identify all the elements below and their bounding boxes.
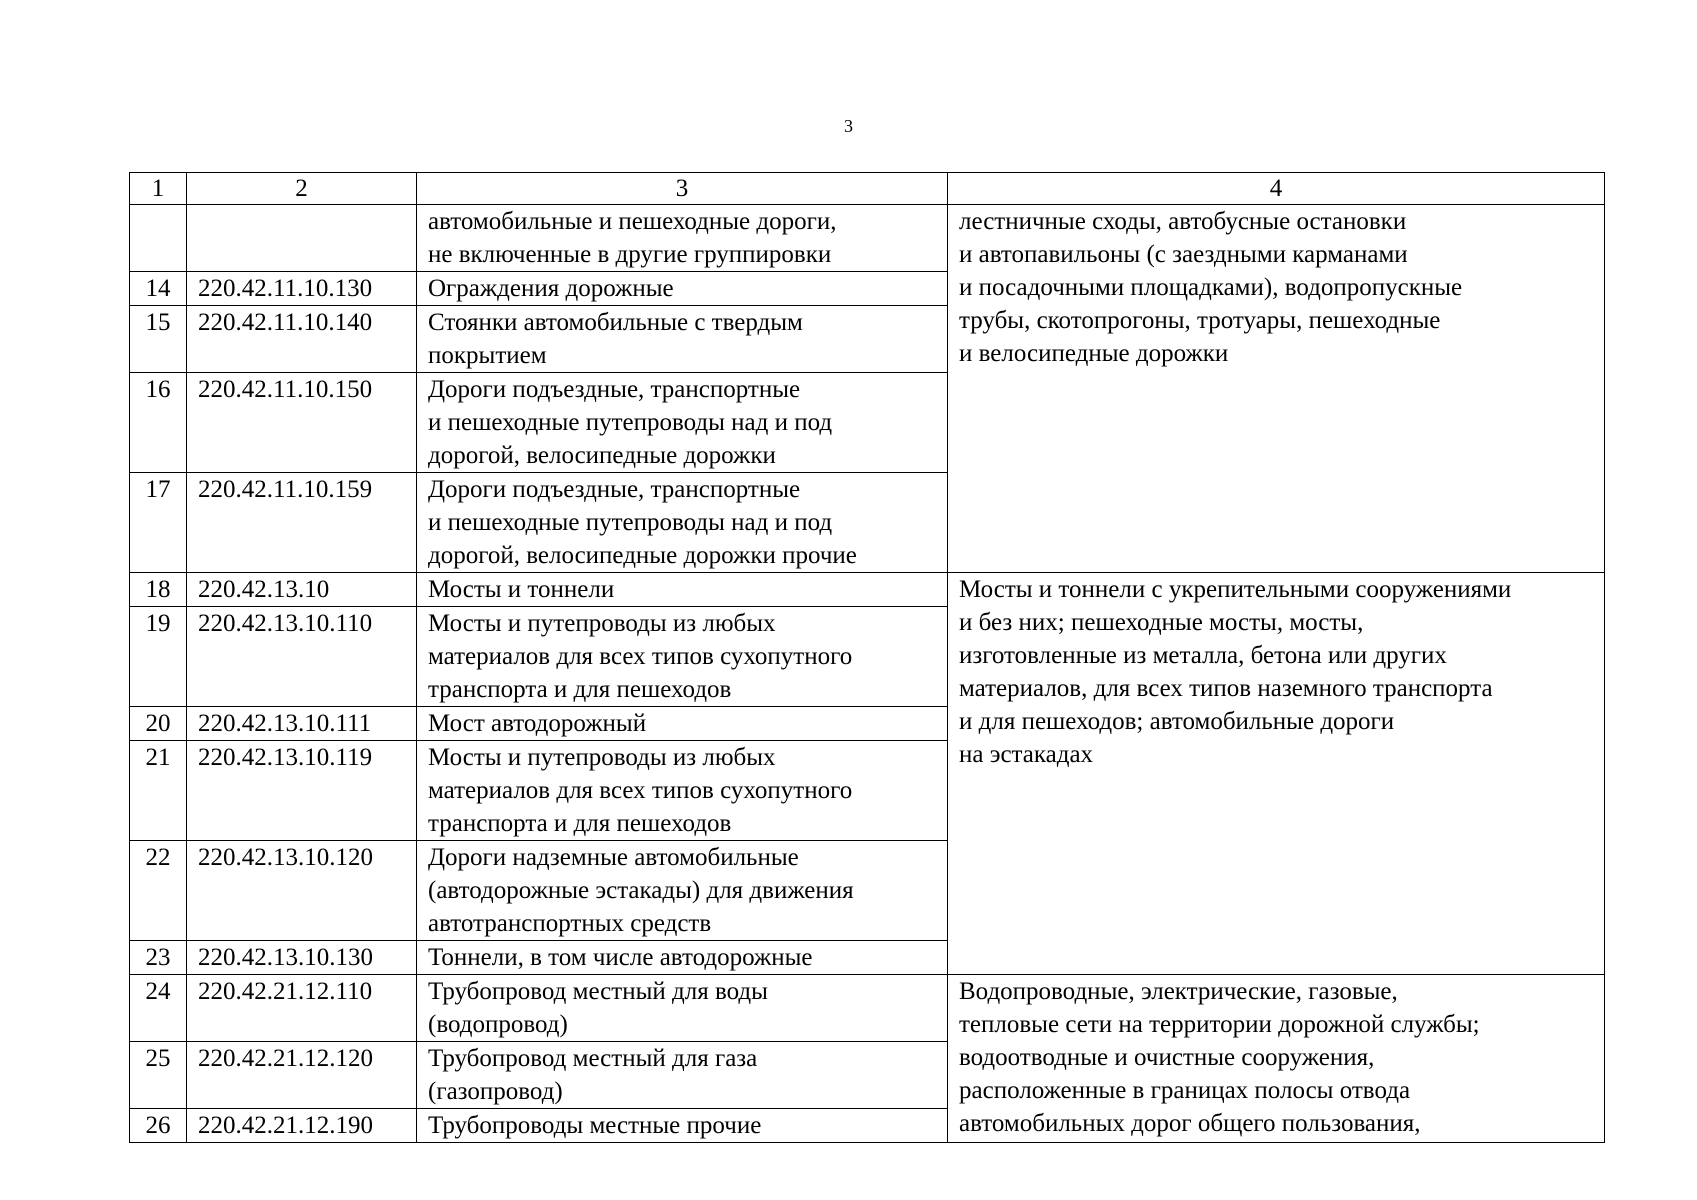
- row-name: [417, 941, 948, 975]
- row-number: 22: [130, 841, 187, 941]
- header-col-1: 1: [130, 173, 187, 205]
- row-code: 220.42.13.10.110: [187, 607, 417, 707]
- row-number: 25: [130, 1042, 187, 1109]
- row-name: [417, 1042, 948, 1109]
- classification-table: [129, 172, 1605, 1143]
- row-name-line: Трубопроводы местные прочие: [428, 1112, 762, 1139]
- row-code: 220.42.21.12.190: [187, 1109, 417, 1143]
- row-name: [417, 975, 948, 1042]
- group-description-line: водоотводные и очистные сооружения,: [959, 1044, 1375, 1071]
- row-name-line: Дороги подъездные, транспортные: [428, 376, 801, 403]
- header-col-2: 2: [187, 173, 417, 205]
- row-code: 220.42.11.10.140: [187, 306, 417, 373]
- row-name: [417, 1109, 948, 1143]
- group-description-line: лестничные сходы, автобусные остановки: [959, 208, 1407, 235]
- row-name-line: Дороги подъездные, транспортные: [428, 476, 801, 503]
- row-code: [187, 205, 417, 272]
- table-row: [130, 205, 1605, 272]
- row-name-line: транспорта и для пешеходов: [428, 676, 732, 703]
- row-number: 20: [130, 707, 187, 741]
- row-name: [417, 373, 948, 473]
- row-name-line: материалов для всех типов сухопутного: [428, 643, 853, 670]
- row-number: 19: [130, 607, 187, 707]
- row-number: [130, 205, 187, 272]
- group-description-line: материалов, для всех типов наземного транспорта: [959, 675, 1493, 702]
- row-number: 21: [130, 741, 187, 841]
- row-name-line: и пешеходные путепроводы над и под: [428, 509, 833, 536]
- group-description-line: Водопроводные, электрические, газовые,: [959, 978, 1398, 1005]
- group-description: [948, 573, 1605, 975]
- row-code: 220.42.11.10.130: [187, 272, 417, 306]
- group-description-line: изготовленные из металла, бетона или других: [959, 642, 1447, 669]
- group-description-line: и без них; пешеходные мосты, мосты,: [959, 609, 1364, 636]
- row-name-line: Мосты и путепроводы из любых: [428, 744, 776, 771]
- group-description: [948, 205, 1605, 573]
- row-name-line: дорогой, велосипедные дорожки прочие: [428, 542, 857, 569]
- row-name-line: покрытием: [428, 342, 547, 369]
- row-number: 15: [130, 306, 187, 373]
- row-name: [417, 607, 948, 707]
- group-description: [948, 975, 1605, 1143]
- row-name: [417, 841, 948, 941]
- row-code: 220.42.21.12.120: [187, 1042, 417, 1109]
- row-name: [417, 573, 948, 607]
- row-number: 23: [130, 941, 187, 975]
- row-name-line: Стоянки автомобильные с твердым: [428, 309, 803, 336]
- row-number: 17: [130, 473, 187, 573]
- row-name-line: Дороги надземные автомобильные: [428, 844, 799, 871]
- row-name-line: не включенные в другие группировки: [428, 241, 832, 268]
- row-code: 220.42.11.10.159: [187, 473, 417, 573]
- row-name-line: дорогой, велосипедные дорожки: [428, 442, 776, 469]
- row-name-line: Ограждения дорожные: [428, 275, 674, 302]
- row-code: 220.42.21.12.110: [187, 975, 417, 1042]
- group-description-line: и велосипедные дорожки: [959, 340, 1229, 367]
- group-description-line: на эстакадах: [959, 741, 1094, 768]
- row-name-line: (автодорожные эстакады) для движения: [428, 877, 854, 904]
- group-description-line: и автопавильоны (с заездными карманами: [959, 241, 1408, 268]
- header-col-3: 3: [417, 173, 948, 205]
- row-number: 24: [130, 975, 187, 1042]
- group-description-line: расположенные в границах полосы отвода: [959, 1077, 1411, 1104]
- group-description-line: тепловые сети на территории дорожной службы;: [959, 1011, 1480, 1038]
- row-name: [417, 306, 948, 373]
- row-number: 18: [130, 573, 187, 607]
- row-number: 26: [130, 1109, 187, 1143]
- row-number: 16: [130, 373, 187, 473]
- table-header-row: [130, 173, 1605, 205]
- row-name: [417, 741, 948, 841]
- row-name-line: автотранспортных средств: [428, 910, 712, 937]
- row-code: 220.42.13.10.120: [187, 841, 417, 941]
- row-name-line: автомобильные и пешеходные дороги,: [428, 208, 837, 235]
- table-row: [130, 573, 1605, 607]
- row-name: [417, 473, 948, 573]
- group-description-line: и для пешеходов; автомобильные дороги: [959, 708, 1395, 735]
- group-description-line: автомобильных дорог общего пользования,: [959, 1110, 1421, 1137]
- table-row: [130, 975, 1605, 1042]
- row-name-line: и пешеходные путепроводы над и под: [428, 409, 833, 436]
- page-number: 3: [844, 116, 853, 136]
- row-code: 220.42.13.10.130: [187, 941, 417, 975]
- row-name: [417, 707, 948, 741]
- row-code: 220.42.13.10.119: [187, 741, 417, 841]
- row-code: 220.42.11.10.150: [187, 373, 417, 473]
- row-name-line: (водопровод): [428, 1011, 568, 1038]
- row-name-line: Мосты и тоннели: [428, 576, 615, 603]
- row-name: [417, 205, 948, 272]
- row-name: [417, 272, 948, 306]
- row-name-line: Трубопровод местный для газа: [428, 1045, 758, 1072]
- group-description-line: трубы, скотопрогоны, тротуары, пешеходные: [959, 307, 1441, 334]
- row-name-line: Мосты и путепроводы из любых: [428, 610, 776, 637]
- row-name-line: транспорта и для пешеходов: [428, 810, 732, 837]
- row-name-line: Мост автодорожный: [428, 710, 647, 737]
- header-col-4: 4: [948, 173, 1605, 205]
- row-number: 14: [130, 272, 187, 306]
- row-code: 220.42.13.10: [187, 573, 417, 607]
- group-description-line: и посадочными площадками), водопропускные: [959, 274, 1463, 301]
- row-name-line: Тоннели, в том числе автодорожные: [428, 944, 813, 971]
- row-name-line: (газопровод): [428, 1078, 563, 1105]
- row-name-line: Трубопровод местный для воды: [428, 978, 768, 1005]
- row-code: 220.42.13.10.111: [187, 707, 417, 741]
- row-name-line: материалов для всех типов сухопутного: [428, 777, 853, 804]
- group-description-line: Мосты и тоннели с укрепительными сооружениями: [959, 576, 1512, 603]
